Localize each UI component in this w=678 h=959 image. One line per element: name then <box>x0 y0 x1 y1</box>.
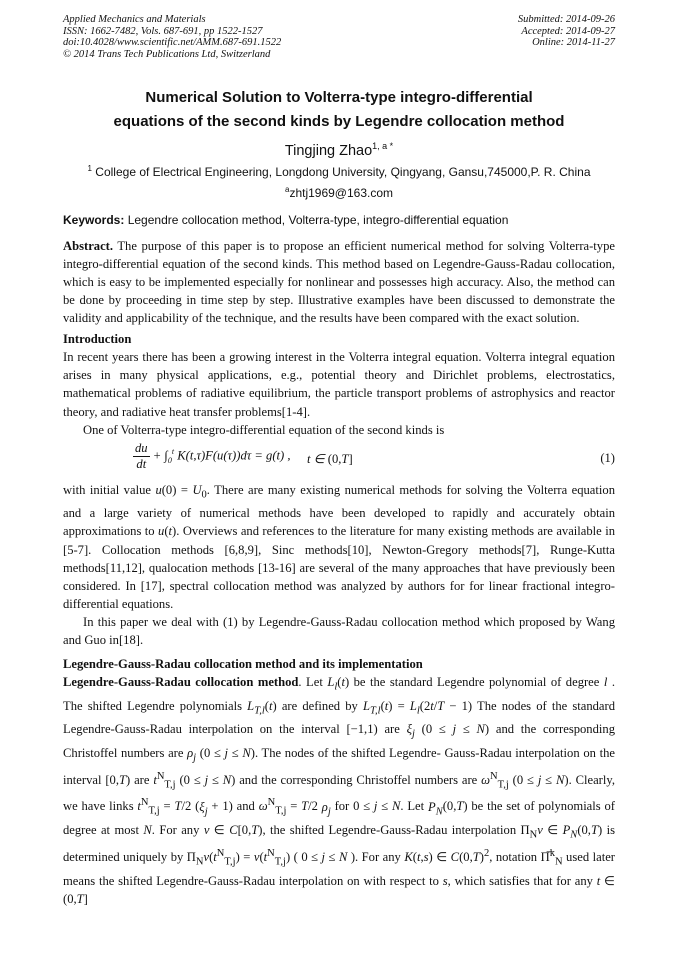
online-date: Online: 2014-11-27 <box>532 37 615 48</box>
equation-body: $\frac{du}{dt}$ + $\int_0^t$ K(t,τ)F(u(τ))dτ = g(t) , <box>135 440 291 471</box>
paper-title: Numerical Solution to Volterra-type integro-differential equations of the second kinds by Legendre collocation method <box>113 89 565 130</box>
intro-paragraph-4: In this paper we deal with (1) by Legendre-Gauss-Radau collocation method which proposed by Wang and Guo in[18]. <box>63 614 615 648</box>
section-2-paragraph: Legendre-Gauss-Radau collocation method. Let $L_l(t)$ be the standard Legendre polynomial of degree l . The shifted Legendre polynomials $L_{T,l}(t)$ are defined by $L_{T,l}(t) = L_l(2t/T - 1)$ The nodes of the standard Legendre-Gauss-Radau interpolation on the interval [−1,1) are $\xi_j$ (0 ≤ j ≤ N) and the corresponding Christoffel numbers are $\rho_j$ (0 ≤ j ≤ N). The nodes of the shifted Legendre- Gauss-Radau interpolation on the interval [0,T) are $t^N_{T,j}$ (0 ≤ j ≤ N) and the corresponding Christoffel numbers are $\omega^N_{T,j}$ (0 ≤ j ≤ N). Clearly, we have links $t^N_{T,j} = T/2$ $(\xi_j + 1)$ and $\omega^N_{T,j} = T/2$ $\rho_j$ for 0 ≤ j ≤ N. Let $P_N(0,T)$ be the set of polynomials of degree at most N. For any v ∈ C[0,T), the shifted Legendre-Gauss-Radau interpolation $\Pi_Nv$ ∈ $P_N(0,T)$ is determined uniquely by $\Pi_Nv(t^N_{T,j}) = v(t^N_{T,j})$ ( 0 ≤ j ≤ N ). For any K(t,s) ∈ $C(0,T)^2$, notation Π̅$^k_N$ used later means the shifted Legendre-Gauss-Radau interpolation on with respect to s, which satisfies that for any t ∈ (0,T] <box>63 675 616 906</box>
journal-info <box>63 14 281 60</box>
intro-paragraph-3: with initial value $u(0) = U_0$. There are many existing numerical methods for solving the Volterra equation and a large variety of numerical methods have been developed to rapidly and accurately obtain approximations to u(t). Overviews and references to the literature for many existing methods are available in [5-7]. Collocation methods [6,8,9], Sinc methods[10], Newton-Gregory methods[7], Runge-Kutta methods[11,12], qualocation methods [13-16] are several of the many approaches that have previously been considered. In [17], spectral collocation method was analyzed by authors for for linear fractional integro-differential equations. <box>63 482 615 611</box>
accepted-date: Accepted: 2014-09-27 <box>521 25 615 37</box>
keywords: Keywords: Legendre collocation method, Volterra-type, integro-differential equation <box>63 212 509 227</box>
submitted-date: Submitted: 2014-09-26 <box>517 14 615 25</box>
journal-header <box>63 14 615 60</box>
copyright: © 2014 Trans Tech Publications Ltd, Switzerland <box>63 48 271 60</box>
section-2-heading: Legendre-Gauss-Radau collocation method and its implementation <box>63 657 423 672</box>
intro-paragraph-1: In recent years there has been a growing interest in the Volterra integral equation. Volterra integral equation arises in many physical applications, e.g., potential theory and Dirichlet problems, electrostatics, mathematical problems of radiative equilibrium, the particle transport problems of astrophysics and reactor theory, and radiative heat transfer problems[1-4]. <box>63 350 615 419</box>
equation-number: (1) <box>600 450 615 465</box>
paper-page <box>63 14 615 908</box>
journal-name: Applied Mechanics and Materials <box>63 14 206 25</box>
email[interactable]: $^a$zhtj1969@163.com <box>284 184 394 200</box>
issn: ISSN: 1662-7482, Vols. 687-691, pp 1522-1527 <box>63 25 263 37</box>
intro-paragraph-2: One of Volterra-type integro-differential equation of the second kinds is <box>83 422 445 437</box>
intro-heading: Introduction <box>63 332 132 347</box>
dates <box>518 14 615 60</box>
affiliation: $^1$ College of Electrical Engineering, Longdong University, Qingyang, Gansu,745000,P. R. China <box>87 163 591 179</box>
equation-condition: t ∈ (0,T] <box>307 451 353 466</box>
author: Tingjing Zhao$^{1, a *}$ <box>284 141 394 159</box>
equation-1 <box>63 439 615 481</box>
doi[interactable]: doi:10.4028/www.scientific.net/AMM.687-691.1522 <box>63 37 282 48</box>
abstract: Abstract. The purpose of this paper is to propose an efficient numerical method for solving Volterra-type integro-differential equation of the second kinds. This method based on Legendre-Gauss-Radau collocation, which is easy to be implemented especially for nonlinear and possesses high accuracy. Also, the method can be done by proceeding in time step by step. Illustrative examples have been discussed to demonstrate the validity and applicability of the technique, and the results have been compared with the exact solution. <box>63 238 615 326</box>
